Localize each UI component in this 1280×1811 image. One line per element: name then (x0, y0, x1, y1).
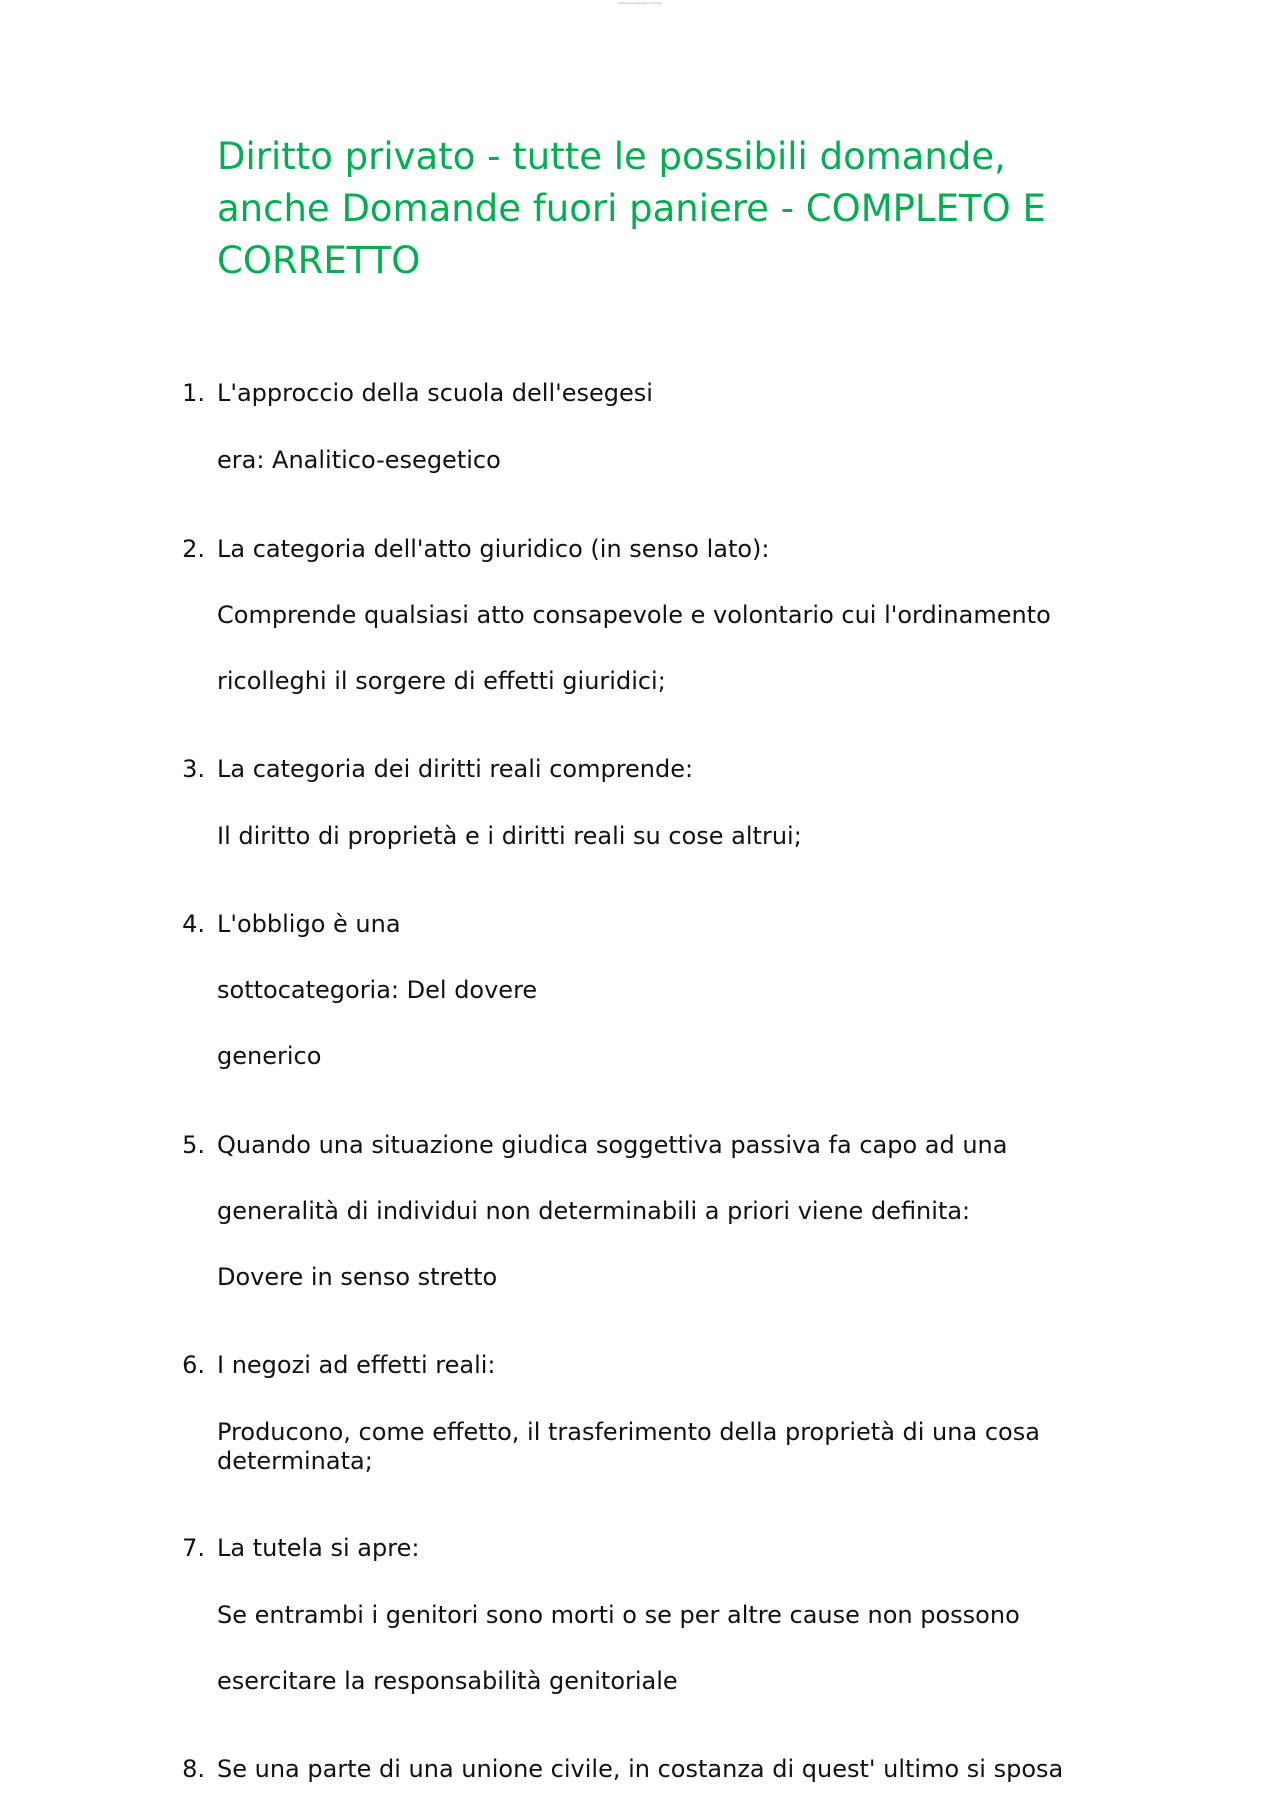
question-number: 5. (182, 1131, 205, 1159)
question-number: 7. (182, 1534, 205, 1562)
page-title: Diritto privato - tutte le possibili domande, anche Domande fuori paniere - COMPLETO E CORRETTO (217, 135, 1046, 282)
answer-text: Dovere in senso stretto (217, 1263, 498, 1291)
answer-text: ricolleghi il sorgere di effetti giuridici; (217, 667, 666, 695)
header-watermark: Document shared on docsity (618, 1, 662, 5)
question-text: La tutela si apre: (217, 1534, 420, 1562)
answer-text: Se entrambi i genitori sono morti o se per altre cause non possono (217, 1601, 1020, 1629)
answer-text: Comprende qualsiasi atto consapevole e volontario cui l'ordinamento (217, 601, 1051, 629)
question-text: L'approccio della scuola dell'esegesi (217, 379, 653, 407)
answer-text: Producono, come effetto, il trasferimento della proprietà di una cosa (217, 1418, 1040, 1446)
question-text: La categoria dei diritti reali comprende: (217, 755, 694, 783)
question-number: 6. (182, 1351, 205, 1379)
question-text: Se una parte di una unione civile, in costanza di quest' ultimo si sposa (217, 1755, 1064, 1783)
question-number: 2. (182, 535, 205, 563)
question-number: 3. (182, 755, 205, 783)
question-number: 8. (182, 1755, 205, 1783)
answer-text: Il diritto di proprietà e i diritti reali su cose altrui; (217, 822, 802, 850)
answer-text: determinata; (217, 1447, 373, 1475)
question-number: 1. (182, 379, 205, 407)
question-number: 4. (182, 910, 205, 938)
question-text: I negozi ad effetti reali: (217, 1351, 496, 1379)
question-text: Quando una situazione giudica soggettiva passiva fa capo ad una (217, 1131, 1008, 1159)
question-text: L'obbligo è una (217, 910, 401, 938)
answer-text: era: Analitico-esegetico (217, 446, 501, 474)
answer-text: sottocategoria: Del dovere (217, 976, 538, 1004)
question-text: generalità di individui non determinabili a priori viene definita: (217, 1197, 971, 1225)
question-text: La categoria dell'atto giuridico (in senso lato): (217, 535, 770, 563)
answer-text: esercitare la responsabilità genitoriale (217, 1667, 678, 1695)
answer-text: generico (217, 1042, 322, 1070)
